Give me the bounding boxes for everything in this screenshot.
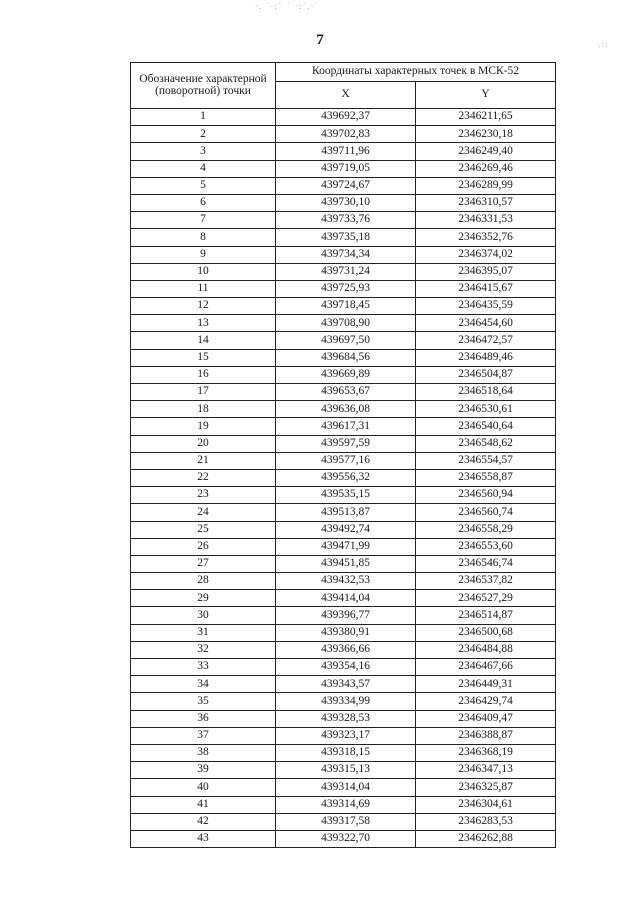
point-number-cell: 8	[131, 229, 276, 246]
x-coordinate-cell: 439492,74	[276, 521, 416, 538]
table-row	[131, 280, 556, 297]
point-number-cell: 18	[131, 401, 276, 418]
table-row	[131, 366, 556, 383]
table-row	[131, 727, 556, 744]
y-coordinate-cell: 2346558,87	[416, 469, 556, 486]
scan-artifact: ·. ˙·:˙ ˙ ·:˙.·˙	[255, 2, 320, 11]
table-row	[131, 401, 556, 418]
y-coordinate-cell: 2346374,02	[416, 246, 556, 263]
x-coordinate-cell: 439597,59	[276, 435, 416, 452]
x-coordinate-cell: 439471,99	[276, 538, 416, 555]
y-coordinate-cell: 2346548,62	[416, 435, 556, 452]
x-coordinate-cell: 439318,15	[276, 744, 416, 761]
table-row	[131, 504, 556, 521]
x-coordinate-cell: 439669,89	[276, 366, 416, 383]
y-coordinate-cell: 2346283,53	[416, 813, 556, 830]
y-coordinate-cell: 2346388,87	[416, 727, 556, 744]
point-number-cell: 27	[131, 555, 276, 572]
y-coordinate-cell: 2346472,57	[416, 332, 556, 349]
x-coordinate-cell: 439396,77	[276, 607, 416, 624]
point-number-cell: 40	[131, 779, 276, 796]
y-coordinate-cell: 2346530,61	[416, 401, 556, 418]
table-row	[131, 573, 556, 590]
x-coordinate-cell: 439323,17	[276, 727, 416, 744]
point-number-cell: 17	[131, 384, 276, 401]
x-coordinate-cell: 439334,99	[276, 693, 416, 710]
y-coordinate-cell: 2346395,07	[416, 263, 556, 280]
x-coordinate-cell: 439725,93	[276, 280, 416, 297]
x-coordinate-cell: 439719,05	[276, 160, 416, 177]
point-number-cell: 31	[131, 624, 276, 641]
y-coordinate-cell: 2346449,31	[416, 676, 556, 693]
table-row	[131, 229, 556, 246]
table-row	[131, 521, 556, 538]
table-row	[131, 762, 556, 779]
table-row	[131, 813, 556, 830]
x-coordinate-cell: 439724,67	[276, 177, 416, 194]
point-number-cell: 13	[131, 315, 276, 332]
y-coordinate-cell: 2346368,19	[416, 744, 556, 761]
point-number-cell: 10	[131, 263, 276, 280]
x-coordinate-cell: 439708,90	[276, 315, 416, 332]
table-row	[131, 315, 556, 332]
table-row	[131, 641, 556, 658]
table-row	[131, 246, 556, 263]
x-coordinate-cell: 439697,50	[276, 332, 416, 349]
point-number-cell: 42	[131, 813, 276, 830]
x-coordinate-cell: 439314,04	[276, 779, 416, 796]
y-coordinate-cell: 2346352,76	[416, 229, 556, 246]
point-number-cell: 33	[131, 659, 276, 676]
x-coordinate-cell: 439354,16	[276, 659, 416, 676]
x-coordinate-cell: 439535,15	[276, 487, 416, 504]
point-number-cell: 36	[131, 710, 276, 727]
table-row	[131, 435, 556, 452]
x-coordinate-cell: 439684,56	[276, 349, 416, 366]
y-coordinate-cell: 2346554,57	[416, 452, 556, 469]
point-number-cell: 4	[131, 160, 276, 177]
table-row	[131, 779, 556, 796]
table-row	[131, 384, 556, 401]
y-coordinate-cell: 2346527,29	[416, 590, 556, 607]
point-number-cell: 37	[131, 727, 276, 744]
y-coordinate-cell: 2346310,57	[416, 194, 556, 211]
y-coordinate-cell: 2346211,65	[416, 109, 556, 126]
table-row	[131, 160, 556, 177]
x-coordinate-cell: 439617,31	[276, 418, 416, 435]
x-coordinate-cell: 439366,66	[276, 641, 416, 658]
table-row	[131, 487, 556, 504]
scan-artifact: .·:	[598, 40, 609, 49]
point-number-cell: 2	[131, 126, 276, 143]
x-coordinate-cell: 439451,85	[276, 555, 416, 572]
point-number-cell: 7	[131, 212, 276, 229]
table-row	[131, 744, 556, 761]
table-row	[131, 418, 556, 435]
x-coordinate-cell: 439735,18	[276, 229, 416, 246]
point-number-cell: 3	[131, 143, 276, 160]
y-coordinate-cell: 2346546,74	[416, 555, 556, 572]
x-coordinate-cell: 439414,04	[276, 590, 416, 607]
x-coordinate-cell: 439734,34	[276, 246, 416, 263]
header-point-designation: Обозначение характерной (поворотной) точки	[131, 63, 276, 109]
x-coordinate-cell: 439556,32	[276, 469, 416, 486]
y-coordinate-cell: 2346325,87	[416, 779, 556, 796]
y-coordinate-cell: 2346269,46	[416, 160, 556, 177]
point-number-cell: 16	[131, 366, 276, 383]
point-number-cell: 30	[131, 607, 276, 624]
y-coordinate-cell: 2346230,18	[416, 126, 556, 143]
y-coordinate-cell: 2346435,59	[416, 298, 556, 315]
point-number-cell: 34	[131, 676, 276, 693]
point-number-cell: 35	[131, 693, 276, 710]
header-y: Y	[416, 82, 556, 109]
point-number-cell: 1	[131, 109, 276, 126]
point-number-cell: 12	[131, 298, 276, 315]
y-coordinate-cell: 2346500,68	[416, 624, 556, 641]
x-coordinate-cell: 439317,58	[276, 813, 416, 830]
table-row	[131, 177, 556, 194]
x-coordinate-cell: 439315,13	[276, 762, 416, 779]
y-coordinate-cell: 2346331,53	[416, 212, 556, 229]
header-x: X	[276, 82, 416, 109]
table-row	[131, 212, 556, 229]
x-coordinate-cell: 439314,69	[276, 796, 416, 813]
table-row	[131, 555, 556, 572]
point-number-cell: 32	[131, 641, 276, 658]
table-row	[131, 452, 556, 469]
coordinates-table	[130, 62, 556, 848]
x-coordinate-cell: 439328,53	[276, 710, 416, 727]
table-row	[131, 298, 556, 315]
point-number-cell: 5	[131, 177, 276, 194]
table-row	[131, 796, 556, 813]
table-row	[131, 607, 556, 624]
x-coordinate-cell: 439636,08	[276, 401, 416, 418]
table-row	[131, 624, 556, 641]
y-coordinate-cell: 2346518,64	[416, 384, 556, 401]
x-coordinate-cell: 439432,53	[276, 573, 416, 590]
y-coordinate-cell: 2346560,94	[416, 487, 556, 504]
x-coordinate-cell: 439731,24	[276, 263, 416, 280]
point-number-cell: 6	[131, 194, 276, 211]
y-coordinate-cell: 2346262,88	[416, 830, 556, 847]
y-coordinate-cell: 2346558,29	[416, 521, 556, 538]
y-coordinate-cell: 2346409,47	[416, 710, 556, 727]
y-coordinate-cell: 2346537,82	[416, 573, 556, 590]
point-number-cell: 25	[131, 521, 276, 538]
x-coordinate-cell: 439733,76	[276, 212, 416, 229]
point-number-cell: 23	[131, 487, 276, 504]
x-coordinate-cell: 439718,45	[276, 298, 416, 315]
point-number-cell: 19	[131, 418, 276, 435]
y-coordinate-cell: 2346504,87	[416, 366, 556, 383]
x-coordinate-cell: 439513,87	[276, 504, 416, 521]
y-coordinate-cell: 2346540,64	[416, 418, 556, 435]
table-row	[131, 830, 556, 847]
y-coordinate-cell: 2346489,46	[416, 349, 556, 366]
point-number-cell: 20	[131, 435, 276, 452]
point-number-cell: 11	[131, 280, 276, 297]
x-coordinate-cell: 439702,83	[276, 126, 416, 143]
point-number-cell: 26	[131, 538, 276, 555]
table-row	[131, 693, 556, 710]
table-row	[131, 349, 556, 366]
y-coordinate-cell: 2346514,87	[416, 607, 556, 624]
y-coordinate-cell: 2346289,99	[416, 177, 556, 194]
point-number-cell: 9	[131, 246, 276, 263]
page-number: 7	[316, 32, 324, 48]
point-number-cell: 39	[131, 762, 276, 779]
x-coordinate-cell: 439730,10	[276, 194, 416, 211]
table-body	[131, 109, 556, 848]
y-coordinate-cell: 2346454,60	[416, 315, 556, 332]
y-coordinate-cell: 2346304,61	[416, 796, 556, 813]
table-row	[131, 332, 556, 349]
point-number-cell: 24	[131, 504, 276, 521]
y-coordinate-cell: 2346560,74	[416, 504, 556, 521]
point-number-cell: 22	[131, 469, 276, 486]
y-coordinate-cell: 2346249,40	[416, 143, 556, 160]
point-number-cell: 28	[131, 573, 276, 590]
y-coordinate-cell: 2346484,88	[416, 641, 556, 658]
point-number-cell: 43	[131, 830, 276, 847]
x-coordinate-cell: 439380,91	[276, 624, 416, 641]
point-number-cell: 38	[131, 744, 276, 761]
x-coordinate-cell: 439577,16	[276, 452, 416, 469]
header-coordinates-group: Координаты характерных точек в МСК-52	[276, 63, 556, 82]
table-row	[131, 676, 556, 693]
y-coordinate-cell: 2346467,66	[416, 659, 556, 676]
y-coordinate-cell: 2346415,67	[416, 280, 556, 297]
point-number-cell: 15	[131, 349, 276, 366]
table-row	[131, 143, 556, 160]
point-number-cell: 41	[131, 796, 276, 813]
point-number-cell: 29	[131, 590, 276, 607]
point-number-cell: 14	[131, 332, 276, 349]
table-row	[131, 469, 556, 486]
table-row	[131, 659, 556, 676]
x-coordinate-cell: 439653,67	[276, 384, 416, 401]
point-number-cell: 21	[131, 452, 276, 469]
x-coordinate-cell: 439711,96	[276, 143, 416, 160]
y-coordinate-cell: 2346553,60	[416, 538, 556, 555]
x-coordinate-cell: 439692,37	[276, 109, 416, 126]
table-row	[131, 194, 556, 211]
table-row	[131, 710, 556, 727]
table-row	[131, 263, 556, 280]
table-row	[131, 109, 556, 126]
table-row	[131, 538, 556, 555]
y-coordinate-cell: 2346429,74	[416, 693, 556, 710]
x-coordinate-cell: 439322,70	[276, 830, 416, 847]
y-coordinate-cell: 2346347,13	[416, 762, 556, 779]
table-row	[131, 590, 556, 607]
table-row	[131, 126, 556, 143]
x-coordinate-cell: 439343,57	[276, 676, 416, 693]
